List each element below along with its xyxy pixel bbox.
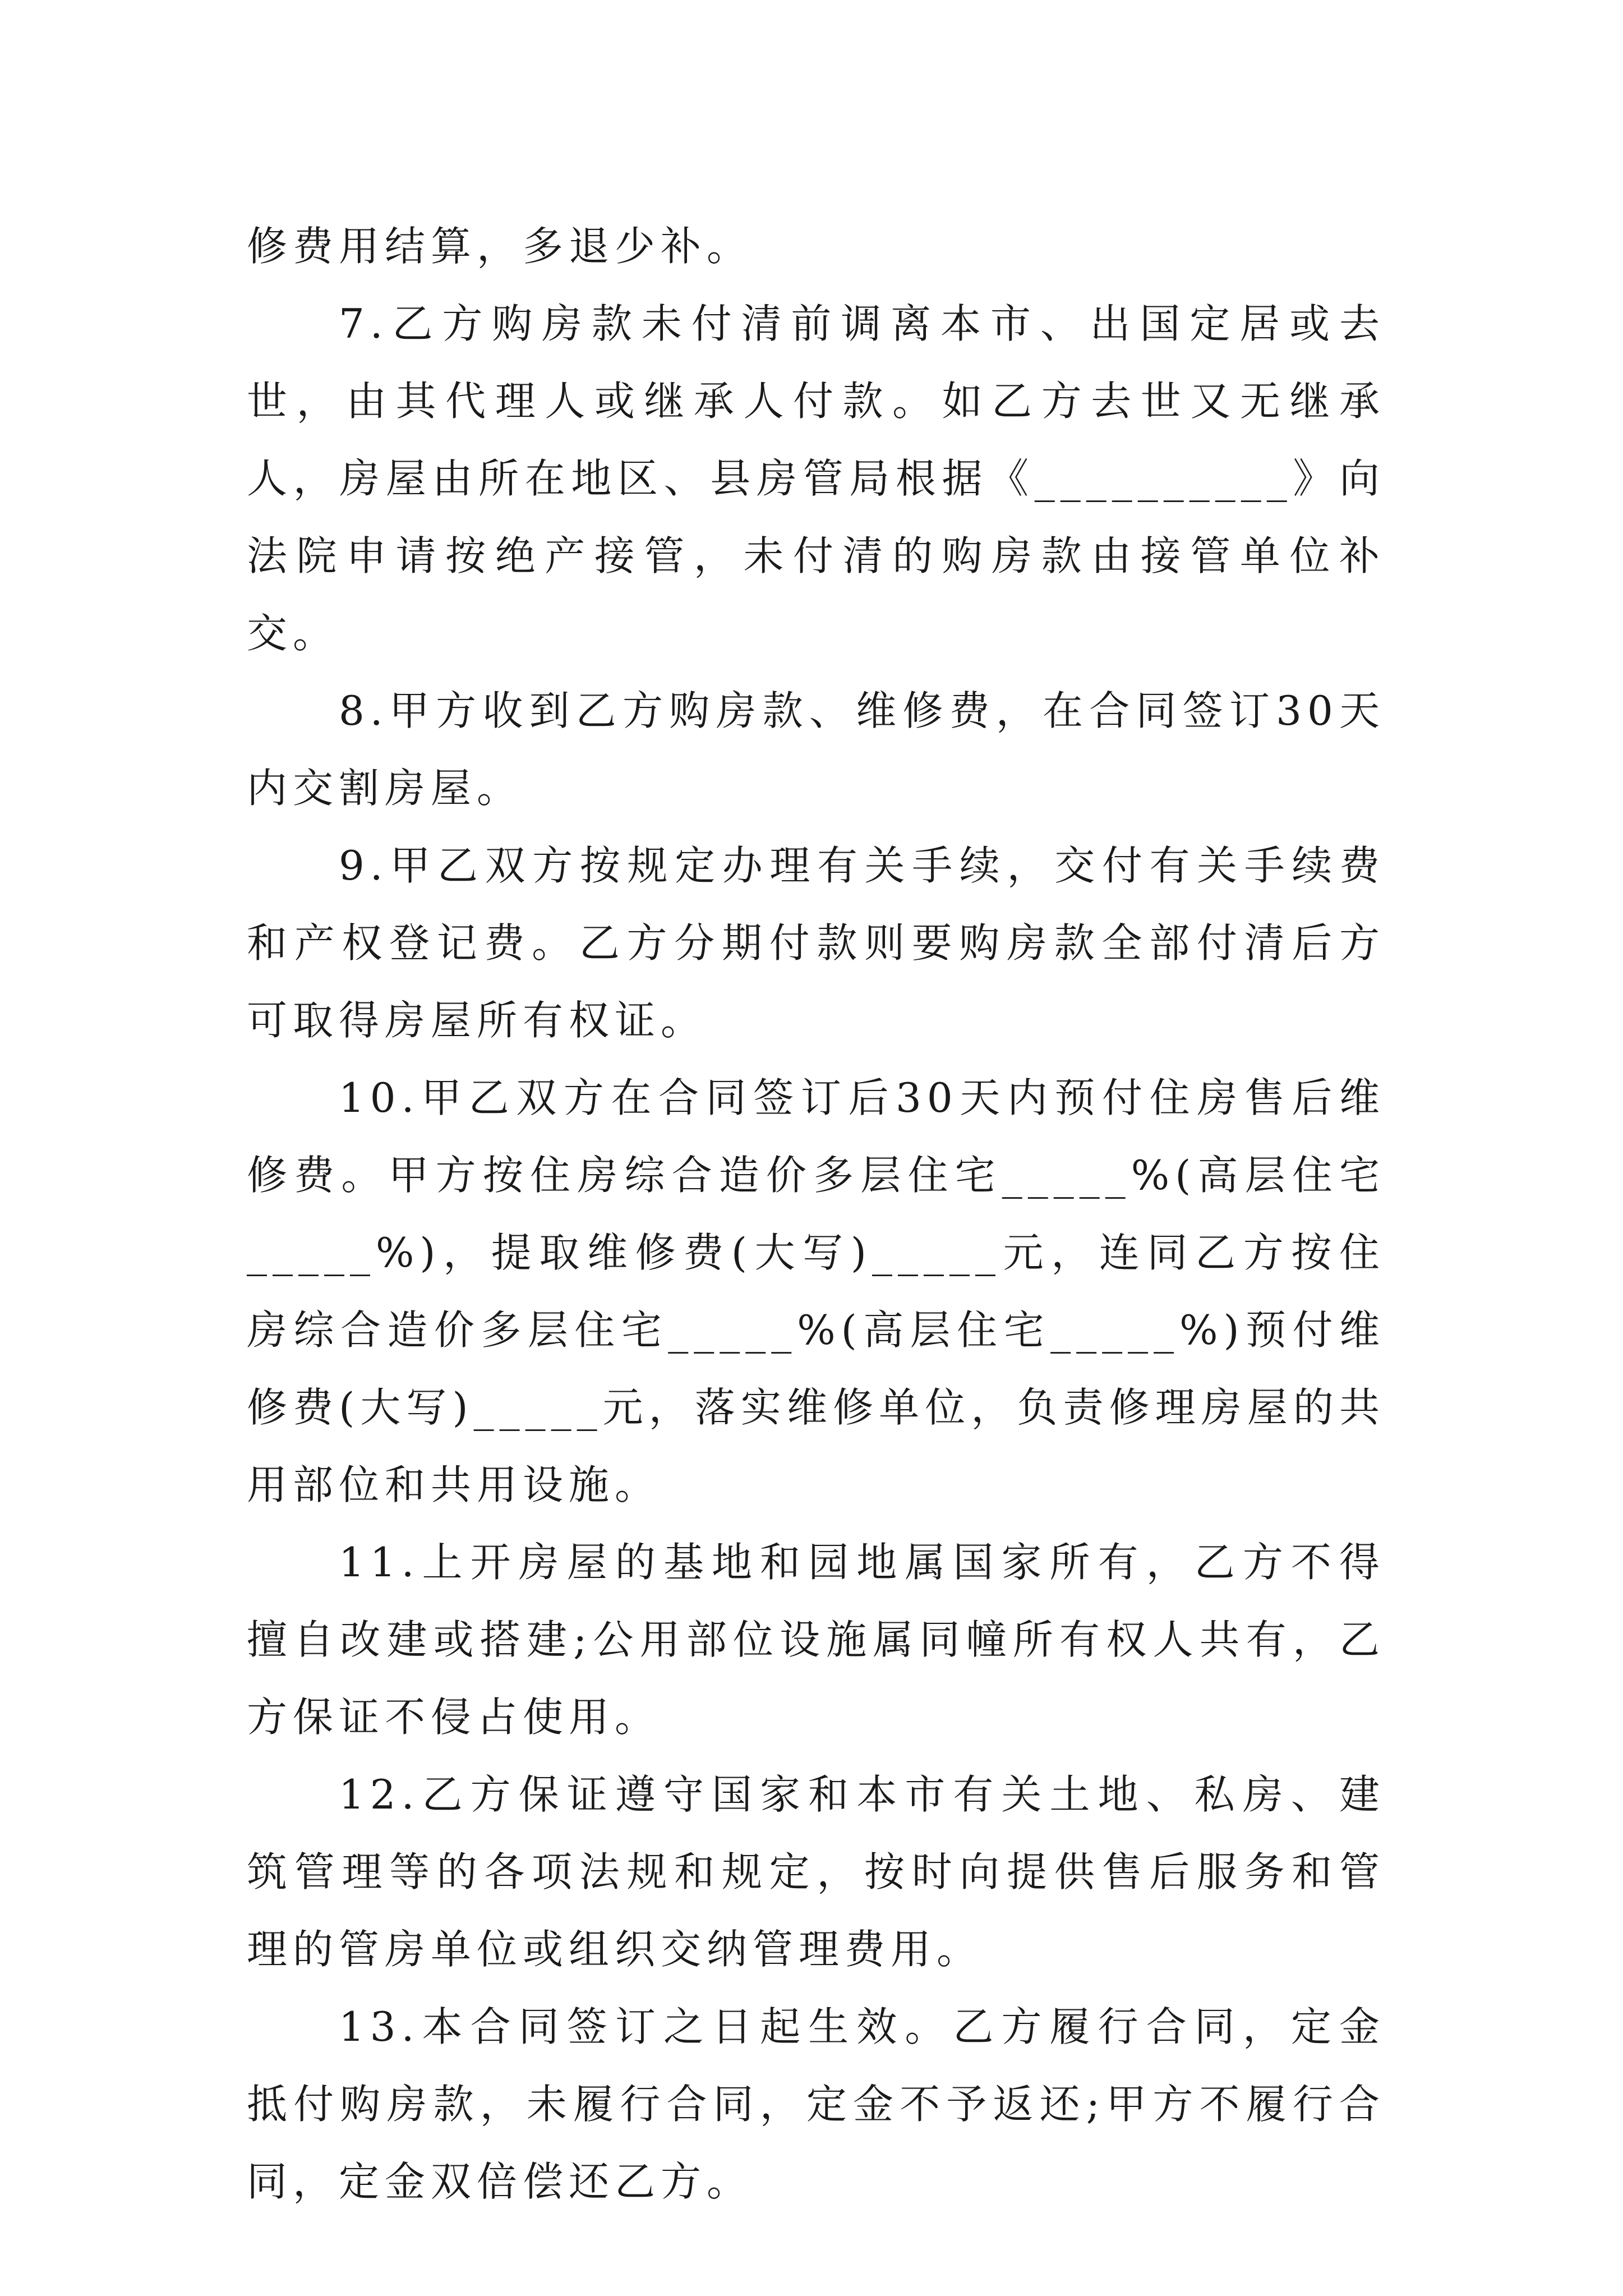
paragraph-clause-11: 11.上开房屋的基地和园地属国家所有，乙方不得擅自改建或搭建;公用部位设施属同幢所有权人共有，乙方保证不侵占使用。 (247, 1539, 1385, 1741)
paragraph-clause-9: 9.甲乙双方按规定办理有关手续，交付有关手续费和产权登记费。乙方分期付款则要购房款全部付清后方可取得房屋所有权证。 (247, 842, 1385, 1044)
paragraph-clause-12: 12.乙方保证遵守国家和本市有关土地、私房、建筑管理等的各项法规和规定，按时向提供售后服务和管理的管房单位或组织交纳管理费用。 (247, 1771, 1385, 1973)
paragraph-clause-7: 7.乙方购房款未付清前调离本市、出国定居或去世，由其代理人或继承人付款。如乙方去世又无继承人，房屋由所在地区、县房管局根据《__________》向法院申请按绝产接管，未付清的购房款由接管单位补交。 (247, 300, 1385, 657)
document-body (247, 208, 1385, 2220)
paragraph-clause-10: 10.甲乙双方在合同签订后30天内预付住房售后维修费。甲方按住房综合造价多层住宅_____%(高层住宅_____%)，提取维修费(大写)_____元，连同乙方按住房综合造价多层住宅_____%(高层住宅_____%)预付维修费(大写)_____元，落实维修单位，负责修理房屋的共用部位和共用设施。 (247, 1074, 1385, 1508)
paragraph-clause-13: 13.本合同签订之日起生效。乙方履行合同，定金抵付购房款，未履行合同，定金不予返还;甲方不履行合同，定金双倍偿还乙方。 (247, 2003, 1385, 2205)
paragraph-continuation: 修费用结算，多退少补。 (247, 223, 753, 270)
paragraph-clause-8: 8.甲方收到乙方购房款、维修费，在合同签订30天内交割房屋。 (247, 687, 1385, 812)
